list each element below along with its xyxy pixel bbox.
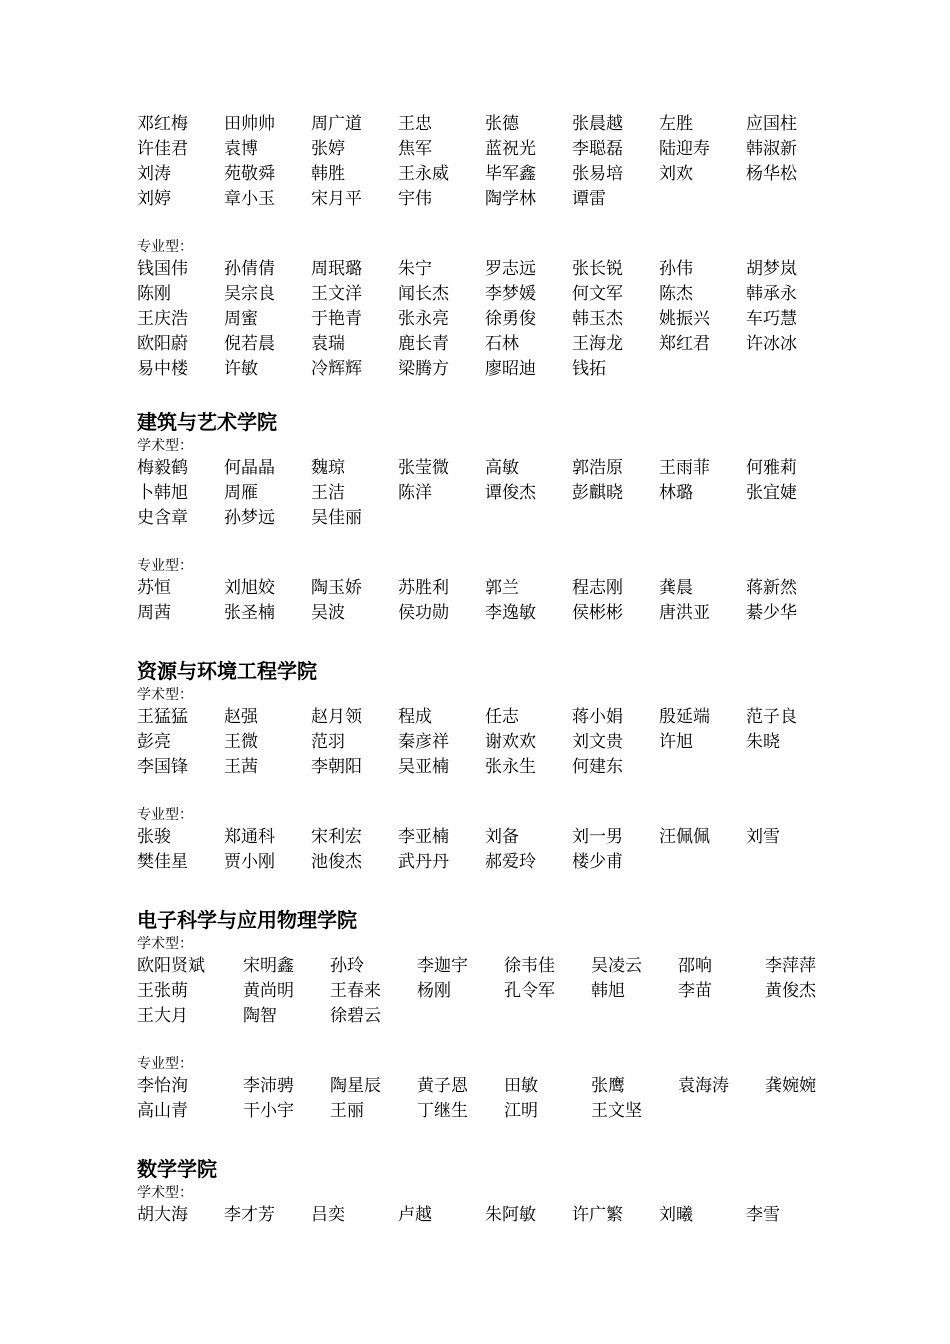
student-name: 许冰冰 [746,334,797,354]
student-name: 蒋小娟 [572,707,623,727]
student-name: 高敏 [485,458,519,478]
student-name: 蓝祝光 [485,139,536,159]
name-row [137,1074,897,1099]
name-row [137,576,897,601]
student-name: 李萍萍 [765,956,816,976]
name-row [137,730,897,755]
student-name: 苏恒 [137,578,171,598]
student-name: 张骏 [137,827,171,847]
student-name: 陆迎寿 [659,139,710,159]
student-name: 许敏 [224,359,258,379]
student-name: 樊佳星 [137,852,188,872]
student-name: 李苗 [678,981,712,1001]
group-spacer [137,1029,897,1054]
student-name: 王文洋 [311,284,362,304]
student-name: 袁博 [224,139,258,159]
student-name: 侯彬彬 [572,603,623,623]
student-name: 苏胜利 [398,578,449,598]
student-name: 郝爱玲 [485,852,536,872]
student-name: 杨刚 [417,981,451,1001]
student-name: 林璐 [659,483,693,503]
student-name: 吴佳丽 [311,508,362,528]
name-row [137,137,897,162]
student-name: 韩淑新 [746,139,797,159]
student-name: 毕军鑫 [485,164,536,184]
student-name: 李梦媛 [485,284,536,304]
category-label: 专业型： [137,1056,193,1072]
student-name: 鹿长青 [398,334,449,354]
student-name: 何雅莉 [746,458,797,478]
student-name: 宋明鑫 [243,956,294,976]
section [137,906,897,1124]
name-row [137,1099,897,1124]
student-name: 廖昭迪 [485,359,536,379]
student-name: 欧阳蔚 [137,334,188,354]
student-name: 王丽 [330,1101,364,1121]
student-name: 赵月领 [311,707,362,727]
student-name: 吕奕 [311,1205,345,1225]
name-row [137,162,897,187]
student-name: 倪若晨 [224,334,275,354]
student-name: 于艳青 [311,309,362,329]
name-row [137,601,897,626]
student-name: 徐勇俊 [485,309,536,329]
student-name: 张莹微 [398,458,449,478]
student-name: 王文坚 [591,1101,642,1121]
student-name: 王茜 [224,757,258,777]
section [137,408,897,626]
student-name: 周蜜 [224,309,258,329]
student-name: 苑敬舜 [224,164,275,184]
student-name: 许旭 [659,732,693,752]
student-name: 张圣楠 [224,603,275,623]
student-name: 王雨菲 [659,458,710,478]
student-name: 范羽 [311,732,345,752]
student-name: 孙倩倩 [224,259,275,279]
student-name: 汪佩佩 [659,827,710,847]
student-name: 张长锐 [572,259,623,279]
name-row [137,332,897,357]
student-name: 唐洪亚 [659,603,710,623]
student-name: 陈杰 [659,284,693,304]
student-name: 孙伟 [659,259,693,279]
student-name: 程成 [398,707,432,727]
student-name: 张德 [485,114,519,134]
student-name: 车巧慧 [746,309,797,329]
student-name: 周珉璐 [311,259,362,279]
section [137,657,897,875]
student-name: 何建东 [572,757,623,777]
section [137,1155,897,1228]
student-name: 罗志远 [485,259,536,279]
student-name: 谭俊杰 [485,483,536,503]
name-row [137,1203,897,1228]
name-row [137,481,897,506]
student-name: 韩承永 [746,284,797,304]
student-name: 吴亚楠 [398,757,449,777]
student-name: 陶学林 [485,189,536,209]
student-name: 张永亮 [398,309,449,329]
student-name: 姚振兴 [659,309,710,329]
student-name: 田帅帅 [224,114,275,134]
student-name: 王洁 [311,483,345,503]
student-name: 李国锋 [137,757,188,777]
student-name: 黄尚明 [243,981,294,1001]
student-name: 干小宇 [243,1101,294,1121]
student-name: 朱宁 [398,259,432,279]
section-title: 建筑与艺术学院 [137,410,277,434]
student-name: 李朝阳 [311,757,362,777]
student-name: 钱拓 [572,359,606,379]
student-name: 刘一男 [572,827,623,847]
student-name: 高山青 [137,1101,188,1121]
student-name: 任志 [485,707,519,727]
student-name: 田敏 [504,1076,538,1096]
student-name: 王大月 [137,1006,188,1026]
student-name: 梁腾方 [398,359,449,379]
student-name: 刘婷 [137,189,171,209]
student-name: 王海龙 [572,334,623,354]
student-name: 宋利宏 [311,827,362,847]
name-row [137,825,897,850]
student-name: 李才芳 [224,1205,275,1225]
student-name: 范子良 [746,707,797,727]
student-name: 易中楼 [137,359,188,379]
student-name: 石林 [485,334,519,354]
student-name: 韩胜 [311,164,345,184]
student-name: 韩玉杰 [572,309,623,329]
student-name: 刘雪 [746,827,780,847]
student-name: 李沛骋 [243,1076,294,1096]
student-name: 刘文贵 [572,732,623,752]
student-name: 魏琼 [311,458,345,478]
category-label: 学术型： [137,438,193,454]
student-name: 黄俊杰 [765,981,816,1001]
student-name: 赵强 [224,707,258,727]
student-name: 刘备 [485,827,519,847]
student-name: 陈洋 [398,483,432,503]
student-name: 龚晨 [659,578,693,598]
student-name: 王张萌 [137,981,188,1001]
student-name: 徐碧云 [330,1006,381,1026]
section-title: 资源与环境工程学院 [137,659,317,683]
name-row [137,187,897,212]
student-name: 许佳君 [137,139,188,159]
student-name: 韩旭 [591,981,625,1001]
category-label: 专业型： [137,807,193,823]
name-row [137,257,897,282]
student-name: 卢越 [398,1205,432,1225]
student-name: 何文军 [572,284,623,304]
student-name: 贾小刚 [224,852,275,872]
name-row [137,954,897,979]
category-label: 学术型： [137,1185,193,1201]
category-label: 专业型： [137,239,193,255]
student-name: 梅毅鹤 [137,458,188,478]
student-name: 綦少华 [746,603,797,623]
student-name: 冷辉辉 [311,359,362,379]
name-row [137,112,897,137]
student-name: 程志刚 [572,578,623,598]
student-name: 卜韩旭 [137,483,188,503]
student-name: 宋月平 [311,189,362,209]
student-name: 李聪磊 [572,139,623,159]
category-label: 专业型： [137,558,193,574]
name-row [137,307,897,332]
student-name: 郭兰 [485,578,519,598]
student-name: 李逸敏 [485,603,536,623]
student-name: 周广道 [311,114,362,134]
student-name: 侯功勋 [398,603,449,623]
student-name: 史含章 [137,508,188,528]
student-name: 朱晓 [746,732,780,752]
student-name: 李雪 [746,1205,780,1225]
student-name: 彭麒晓 [572,483,623,503]
category-label: 学术型： [137,687,193,703]
student-name: 张宜婕 [746,483,797,503]
name-row [137,282,897,307]
student-name: 张晨越 [572,114,623,134]
student-name: 刘旭姣 [224,578,275,598]
student-name: 郭浩原 [572,458,623,478]
student-name: 龚婉婉 [765,1076,816,1096]
student-name: 张永生 [485,757,536,777]
student-name: 袁瑞 [311,334,345,354]
student-name: 朱阿敏 [485,1205,536,1225]
section-title: 电子科学与应用物理学院 [137,908,357,932]
student-name: 徐韦佳 [504,956,555,976]
student-name: 闻长杰 [398,284,449,304]
student-name: 章小玉 [224,189,275,209]
student-name: 吴凌云 [591,956,642,976]
student-name: 武丹丹 [398,852,449,872]
section-title: 数学学院 [137,1157,217,1181]
student-name: 杨华松 [746,164,797,184]
student-name: 何晶晶 [224,458,275,478]
student-name: 王微 [224,732,258,752]
group-spacer [137,531,897,556]
student-name: 殷延端 [659,707,710,727]
student-name: 焦军 [398,139,432,159]
student-name: 李怡洵 [137,1076,188,1096]
student-name: 李迦宇 [417,956,468,976]
student-name: 王猛猛 [137,707,188,727]
student-name: 邓红梅 [137,114,188,134]
student-name: 刘涛 [137,164,171,184]
student-name: 刘欢 [659,164,693,184]
student-name: 袁海涛 [678,1076,729,1096]
student-name: 王永威 [398,164,449,184]
student-name: 应国柱 [746,114,797,134]
student-name: 陶智 [243,1006,277,1026]
name-row [137,979,897,1004]
student-name: 谢欢欢 [485,732,536,752]
group-spacer [137,212,897,237]
student-name: 池俊杰 [311,852,362,872]
student-name: 黄子恩 [417,1076,468,1096]
name-row [137,755,897,780]
student-name: 吴波 [311,603,345,623]
student-name: 秦彦祥 [398,732,449,752]
student-name: 许广繁 [572,1205,623,1225]
name-row [137,850,897,875]
student-name: 陶星辰 [330,1076,381,1096]
student-name: 陶玉娇 [311,578,362,598]
student-name: 宇伟 [398,189,432,209]
name-row [137,1004,897,1029]
student-name: 钱国伟 [137,259,188,279]
student-name: 蒋新然 [746,578,797,598]
student-name: 孙梦远 [224,508,275,528]
student-name: 周雁 [224,483,258,503]
student-name: 陈刚 [137,284,171,304]
name-row [137,705,897,730]
student-name: 孙玲 [330,956,364,976]
student-name: 丁继生 [417,1101,468,1121]
student-name: 郑通科 [224,827,275,847]
group-spacer [137,780,897,805]
student-name: 王春来 [330,981,381,1001]
section [137,112,897,382]
student-name: 吴宗良 [224,284,275,304]
student-name: 左胜 [659,114,693,134]
student-name: 胡大海 [137,1205,188,1225]
student-name: 张易培 [572,164,623,184]
student-name: 彭亮 [137,732,171,752]
name-row [137,357,897,382]
student-name: 胡梦岚 [746,259,797,279]
student-name: 张婷 [311,139,345,159]
student-name: 王忠 [398,114,432,134]
student-name: 王庆浩 [137,309,188,329]
student-name: 张鹰 [591,1076,625,1096]
student-name: 江明 [504,1101,538,1121]
student-name: 周茜 [137,603,171,623]
student-name: 孔令军 [504,981,555,1001]
student-name: 郑红君 [659,334,710,354]
student-name: 刘曦 [659,1205,693,1225]
student-name: 谭雷 [572,189,606,209]
student-name: 欧阳贤斌 [137,956,205,976]
name-row [137,456,897,481]
student-name: 李亚楠 [398,827,449,847]
student-name: 楼少甫 [572,852,623,872]
student-name: 邵响 [678,956,712,976]
name-row [137,506,897,531]
category-label: 学术型： [137,936,193,952]
